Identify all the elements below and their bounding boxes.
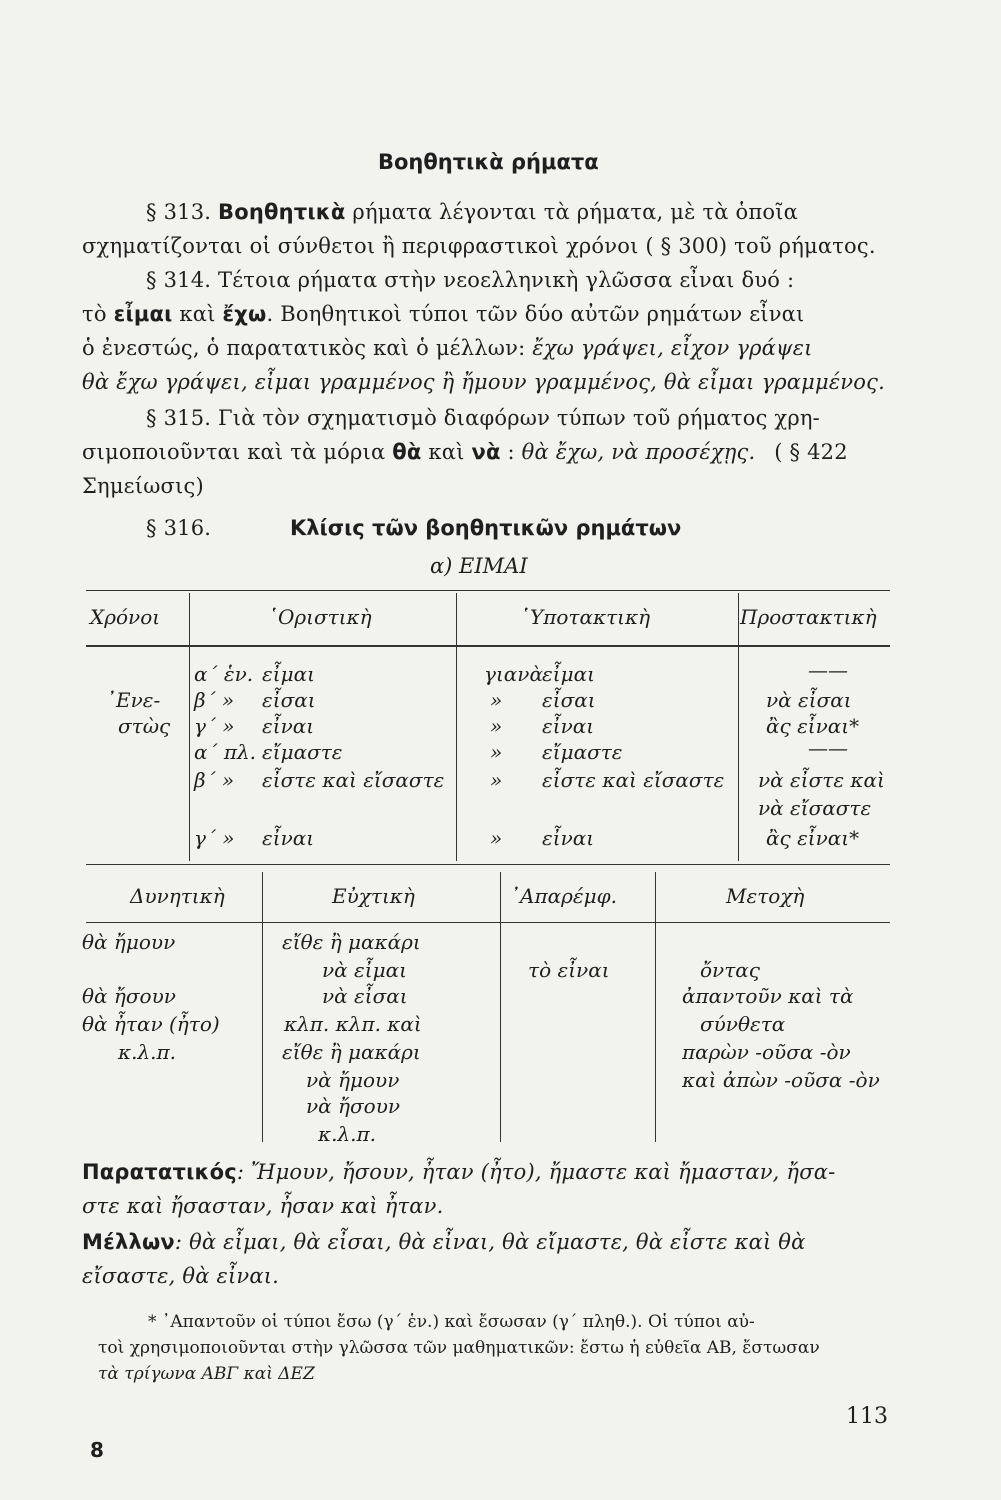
optative-form: κ.λ.π.: [318, 1122, 377, 1146]
imperative-form: νὰ εἴσαστε: [758, 796, 872, 820]
subjunctive-prefix: γιανὰ: [484, 662, 543, 686]
page-title: Βοηθητικὰ ρήματα: [378, 150, 599, 174]
potential-form: κ.λ.π.: [118, 1040, 177, 1064]
italic-text: θὰ ἔχω, νὰ προσέχῃς.: [521, 440, 756, 464]
table2-header-optative: Εὐχτικὴ: [332, 884, 415, 908]
future-line-1: [82, 1230, 806, 1254]
text: σιμοποιοῦνται καὶ τὰ μόρια: [82, 440, 386, 464]
subjunctive-form: εἶσαι: [542, 688, 596, 712]
section-mark: § 313.: [146, 200, 212, 224]
table1-header-subjunctive: ῾Υποτακτικὴ: [520, 605, 651, 629]
paragraph-314-line-3: [82, 336, 813, 360]
imperfect-line-2: στε καὶ ἤσασταν, ἦσαν καὶ ἦταν.: [82, 1194, 444, 1218]
participle-form: ὄντας: [700, 958, 760, 982]
section-316-mark: § 316.: [146, 516, 212, 540]
optative-form: νὰ ἤμουν: [306, 1068, 400, 1092]
table2-header-rule: [86, 922, 890, 923]
bold-term: Βοηθητικὰ: [218, 200, 346, 224]
tense-label: ᾿Ενε-: [106, 688, 161, 712]
italic-text: : θὰ εἶμαι, θὰ εἶσαι, θὰ εἶναι, θὰ εἴμαστε, θὰ εἶστε καὶ θὰ: [174, 1230, 806, 1254]
person-label: α΄ πλ.: [194, 740, 257, 764]
table2-col-divider: [262, 872, 263, 1142]
text: καὶ: [179, 302, 216, 326]
section-316-subtitle: α) ΕΙΜΑΙ: [430, 554, 528, 578]
potential-form: θὰ ἤσουν: [82, 984, 176, 1008]
bold-term: Μέλλων: [82, 1230, 175, 1254]
italic-text: : Ἤμουν, ἤσουν, ἦταν (ἦτο), ἤμαστε καὶ ἤμασταν, ἤσα-: [236, 1160, 836, 1184]
person-label: γ΄ »: [194, 826, 235, 850]
optative-form: νὰ εἶμαι: [322, 958, 407, 982]
text: . Βοηθητικοὶ τύποι τῶν δύο αὐτῶν ρημάτων εἶναι: [266, 302, 805, 326]
indicative-form: εἶναι: [262, 714, 315, 738]
indicative-form: εἶσαι: [262, 688, 316, 712]
imperative-dash: ——: [808, 658, 848, 682]
table2-col-divider: [655, 872, 656, 1142]
italic-text: ἔχω γράψει, εἶχον γράψει: [532, 336, 813, 360]
bold-term: εἶμαι: [113, 302, 173, 326]
text: ( § 422: [774, 440, 848, 464]
optative-form: εἴθε ἢ μακάρι: [282, 1040, 421, 1064]
indicative-form: εἶναι: [262, 826, 315, 850]
subjunctive-form: εἴμαστε: [542, 740, 623, 764]
section-316-title: Κλίσις τῶν βοηθητικῶν ρημάτων: [290, 516, 682, 540]
text: καὶ: [428, 440, 465, 464]
optative-form: κλπ. κλπ. καὶ: [284, 1012, 422, 1036]
paragraph-314-line-2: [82, 302, 805, 326]
indicative-form: εἴμαστε: [262, 740, 343, 764]
table1-top-rule: [86, 590, 890, 591]
footnote-line-3: τὰ τρίγωνα ΑΒΓ καὶ ΔΕΖ: [98, 1364, 315, 1384]
participle-form: παρὼν -οῦσα -ὸν: [682, 1040, 851, 1064]
table1-header-indicative: ῾Οριστικὴ: [268, 605, 372, 629]
bold-term: νὰ: [471, 440, 501, 464]
imperative-form: νὰ εἶσαι: [766, 688, 852, 712]
table1-header-rule: [86, 645, 890, 647]
paragraph-315-line-3: Σημείωσις): [82, 474, 204, 498]
table1-col-divider: [738, 593, 739, 861]
bold-term: Παρατατικός: [82, 1160, 237, 1184]
ditto-mark: »: [490, 768, 503, 792]
person-label: β΄ »: [194, 688, 235, 712]
person-label: γ΄ »: [194, 714, 235, 738]
tense-label: στὼς: [118, 714, 171, 738]
table2-col-divider: [500, 872, 501, 1142]
imperative-form: νὰ εἶστε καὶ: [758, 768, 885, 792]
optative-form: νὰ εἶσαι: [322, 984, 408, 1008]
potential-form: θὰ ἤμουν: [82, 930, 176, 954]
optative-form: νὰ ἤσουν: [306, 1094, 401, 1118]
paragraph-314-line-4: θὰ ἔχω γράψει, εἶμαι γραμμένος ἢ ἤμουν γραμμένος, θὰ εἶμαι γραμμένος.: [82, 370, 885, 394]
subjunctive-form: εἶναι: [542, 714, 595, 738]
person-label: β΄ »: [194, 768, 235, 792]
subjunctive-form: εἶστε καὶ εἴσαστε: [542, 768, 725, 792]
paragraph-315-line-2: [82, 440, 848, 464]
table1-col-divider: [189, 593, 190, 861]
imperfect-line-1: [82, 1160, 835, 1184]
ditto-mark: »: [490, 826, 503, 850]
table2-header-participle: Μετοχὴ: [726, 884, 805, 908]
indicative-form: εἶμαι: [262, 662, 315, 686]
participle-form: καὶ ἀπὼν -οῦσα -ὸν: [682, 1068, 880, 1092]
ditto-mark: »: [490, 714, 503, 738]
footnote-line-1: * ᾿Απαντοῦν οἱ τύποι ἔσω (γ΄ ἑν.) καὶ ἔσωσαν (γ΄ πληθ.). Οἱ τύποι αὐ-: [148, 1312, 755, 1332]
indicative-form: εἶστε καὶ εἴσαστε: [262, 768, 445, 792]
ditto-mark: »: [490, 688, 503, 712]
imperative-form: ἂς εἶναι*: [766, 714, 860, 738]
table1-col-divider: [456, 593, 457, 861]
paragraph-313-line-1: [82, 200, 798, 224]
bold-term: θὰ: [392, 440, 422, 464]
potential-form: θὰ ἦταν (ἦτο): [82, 1012, 220, 1036]
text: :: [507, 440, 515, 464]
paragraph-314-line-1: § 314. Τέτοια ρήματα στὴν νεοελληνικὴ γλῶσσα εἶναι δυό :: [146, 268, 795, 292]
table2-header-potential: Δυνητικὴ: [130, 884, 225, 908]
infinitive-form: τὸ εἶναι: [528, 958, 610, 982]
footnote-line-2: τοὶ χρησιμοποιοῦνται στὴν γλῶσσα τῶν μαθηματικῶν: ἔστω ἡ εὐθεῖα ΑΒ, ἔστωσαν: [98, 1338, 820, 1358]
person-label: α΄ ἑν.: [194, 662, 254, 686]
page-number: 113: [846, 1404, 888, 1429]
text: τὸ: [82, 302, 107, 326]
text: ρήματα λέγονται τὰ ρήματα, μὲ τὰ ὁποῖα: [352, 200, 799, 224]
table1-bottom-rule: [86, 864, 890, 865]
paragraph-313-line-2: σχηματίζονται οἱ σύνθετοι ἢ περιφραστικοὶ χρόνοι ( § 300) τοῦ ρήματος.: [82, 234, 876, 258]
subjunctive-form: εἶμαι: [542, 662, 595, 686]
table1-header-tense: Χρόνοι: [90, 605, 161, 629]
bold-term: ἔχω: [222, 302, 267, 326]
imperative-dash: ——: [808, 736, 848, 760]
participle-form: ἀπαντοῦν καὶ τὰ: [682, 984, 854, 1008]
table1-header-imperative: Προστακτικὴ: [740, 605, 877, 629]
paragraph-315-line-1: § 315. Γιὰ τὸν σχηματισμὸ διαφόρων τύπων τοῦ ρήματος χρη-: [146, 406, 820, 430]
text: ὁ ἐνεστώς, ὁ παρατατικὸς καὶ ὁ μέλλων:: [82, 336, 526, 360]
future-line-2: εἴσαστε, θὰ εἶναι.: [82, 1264, 280, 1288]
optative-form: εἴθε ἢ μακάρι: [282, 930, 421, 954]
signature-mark: 8: [90, 1438, 104, 1462]
subjunctive-form: εἶναι: [542, 826, 595, 850]
imperative-form: ἂς εἶναι*: [766, 826, 860, 850]
ditto-mark: »: [490, 740, 503, 764]
participle-form: σύνθετα: [700, 1012, 786, 1036]
table2-header-infinitive: ᾿Απαρέμφ.: [510, 884, 617, 908]
